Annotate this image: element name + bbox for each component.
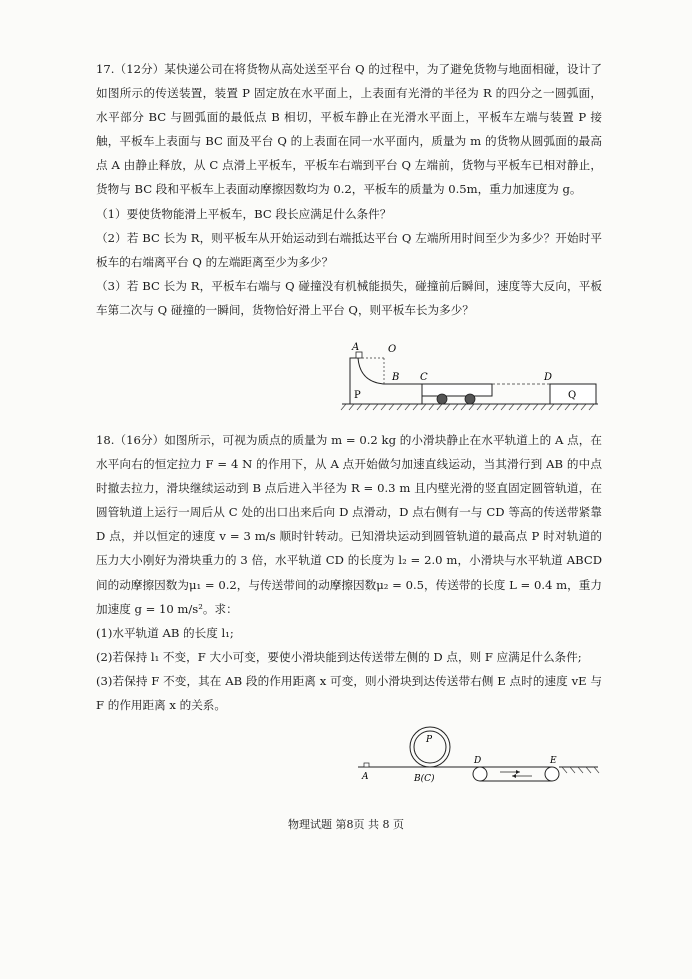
question-18 [96, 428, 602, 717]
q18-stem: 18.（16分）如图所示，可视为质点的质量为 m = 0.2 kg 的小滑块静止在水平轨道上的 A 点，在水平向右的恒定拉力 F = 4 N 的作用下，从 A 点开始做匀加速直线运动，当其滑行到 AB 的中点时撤去拉力，滑块继续运动到 B 点后进入半径为 R = 0.3 m 且内壁光滑的竖直固定圆管轨道，在圆管轨道上运行一周后从 C 处的出口出来后向 D 点滑动，D 点右侧有一与 CD 等高的传送带紧靠 D 点，并以恒定的速度 v = 3 m/s 顺时针转动。已知滑块运动到圆管轨道的最高点 P 时对轨道的压力大小刚好为滑块重力的 3 倍，水平轨道 CD 的长度为 l₂ = 2.0 m，小滑块与水平轨道 ABCD 间的动摩擦因数为μ₁ = 0.2，与传送带间的动摩擦因数μ₂ = 0.5，传送带的长度 L = 0.4 m，重力加速度 g = 10 m/s²。求： [96, 433, 602, 616]
label-E: E [550, 756, 557, 766]
q17-sub3: （3）若 BC 长为 R，平板车右端与 Q 碰撞没有机械能损失，碰撞前后瞬间，速度等大反向，平板车第二次与 Q 碰撞的一瞬间，货物恰好滑上平台 Q，则平板车长为多少？ [96, 278, 602, 317]
q18-sub3: (3)若保持 F 不变，其在 AB 段的作用距离 x 可变，则小滑块到达传送带右侧 E 点时的速度 vE 与 F 的作用距离 x 的关系。 [96, 673, 602, 713]
label-O: O [388, 344, 397, 355]
q17-sub2: （2）若 BC 长为 R，则平板车从开始运动到右端抵达平台 Q 左端所用时间至少为多少？开始时平板车的右端离平台 Q 的左端距离至少为多少？ [96, 230, 602, 269]
q18-figure [350, 725, 600, 787]
label-D: D [544, 372, 553, 383]
label-P18: P [426, 735, 433, 745]
label-BC: B(C) [414, 774, 435, 784]
label-A: A [352, 342, 360, 353]
q17-sub1: （1）要使货物能滑上平板车，BC 段长应满足什么条件？ [96, 206, 392, 221]
q18-sub1: (1)水平轨道 AB 的长度 l₁; [96, 625, 234, 640]
label-A18: A [362, 772, 369, 782]
page-footer: 物理试题 第8页 共 8 页 [288, 818, 404, 831]
label-C: C [420, 372, 428, 383]
label-P: P [354, 390, 361, 401]
label-B: B [392, 372, 400, 383]
question-17 [96, 57, 602, 322]
label-D18: D [474, 756, 482, 766]
label-Q: Q [568, 390, 577, 401]
q17-stem: 17.（12分）某快递公司在将货物从高处送至平台 Q 的过程中，为了避免货物与地面相碰，设计了如图所示的传送装置，装置 P 固定放在水平面上，上表面有光滑的半径为 R 的四分之一圆弧面，水平部分 BC 与圆弧面的最低点 B 相切，平板车静止在光滑水平面上，平板车左端与装置 P 接触，平板车上表面与 BC 面及平台 Q 的上表面在同一水平面内，质量为 m 的货物从圆弧面的最高点 A 由静止释放，从 C 点滑上平板车，平板车右端到平台 Q 左端前，货物与平板车已相对静止，货物与 BC 段和平板车上表面动摩擦因数均为 0.2，平板车的质量为 0.5m，重力加速度为 g。 [96, 62, 602, 197]
q18-sub2: (2)若保持 l₁ 不变，F 大小可变，要使小滑块能到达传送带左侧的 D 点，则 F 应满足什么条件; [96, 649, 582, 664]
q17-figure [340, 338, 602, 413]
